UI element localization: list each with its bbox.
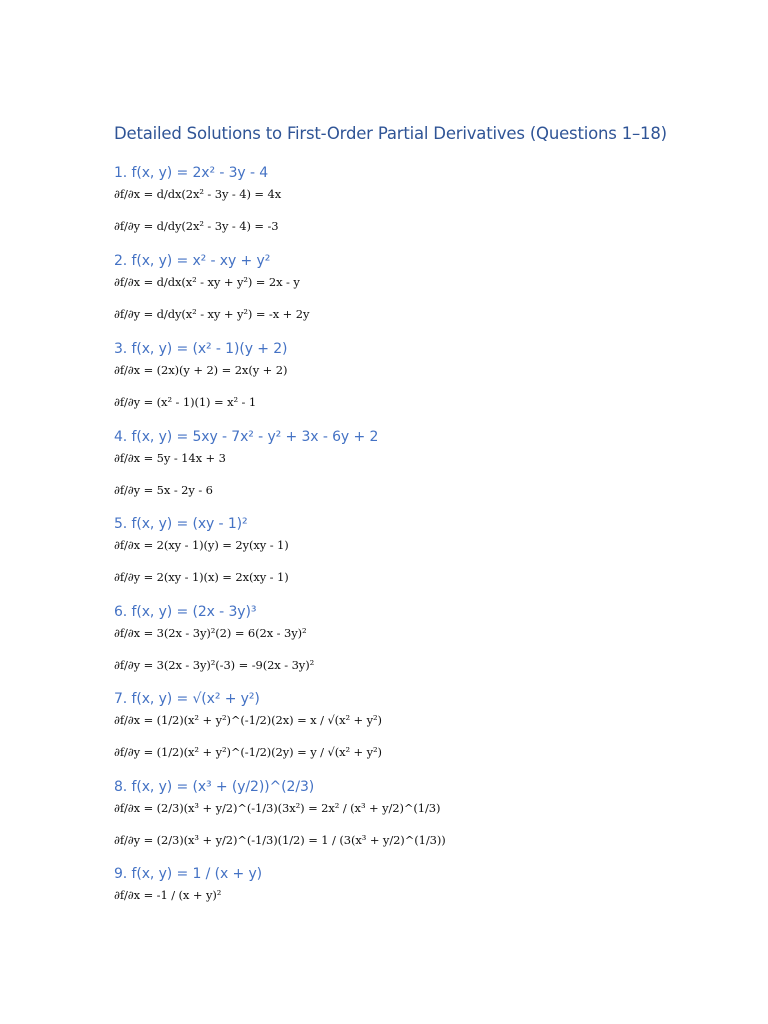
partial-x-solution: ∂f/∂x = -1 / (x + y)² [114,888,222,902]
problem-3 [114,340,287,409]
problem-9 [114,865,262,902]
partial-x-solution: ∂f/∂x = d/dx(x² - xy + y²) = 2x - y [114,275,300,289]
problem-heading: 9. f(x, y) = 1 / (x + y) [114,866,263,882]
problem-8 [114,778,446,847]
problem-7 [114,690,382,759]
document-title: Detailed Solutions to First-Order Partial Derivatives (Questions 1–18) [114,124,667,143]
problem-4 [114,428,378,497]
problem-heading: 6. f(x, y) = (2x - 3y)³ [114,604,257,620]
partial-y-solution: ∂f/∂y = d/dy(x² - xy + y²) = -x + 2y [114,307,310,321]
partial-x-solution: ∂f/∂x = (2x)(y + 2) = 2x(y + 2) [114,363,288,377]
partial-y-solution: ∂f/∂y = 5x - 2y - 6 [114,483,213,497]
problem-1 [114,164,281,233]
problem-heading: 8. f(x, y) = (x³ + (y/2))^(2/3) [114,779,315,795]
problem-heading: 4. f(x, y) = 5xy - 7x² - y² + 3x - 6y + 2 [114,429,379,445]
problem-heading: 1. f(x, y) = 2x² - 3y - 4 [114,165,269,181]
problem-heading: 5. f(x, y) = (xy - 1)² [114,516,248,532]
partial-y-solution: ∂f/∂y = 3(2x - 3y)²(-3) = -9(2x - 3y)² [114,658,315,672]
problem-6 [114,603,314,672]
partial-y-solution: ∂f/∂y = (1/2)(x² + y²)^(-1/2)(2y) = y / √(x² + y²) [114,745,382,759]
partial-y-solution: ∂f/∂y = (2/3)(x³ + y/2)^(-1/3)(1/2) = 1 / (3(x³ + y/2)^(1/3)) [114,833,446,847]
partial-x-solution: ∂f/∂x = (1/2)(x² + y²)^(-1/2)(2x) = x / √(x² + y²) [114,713,382,727]
partial-y-solution: ∂f/∂y = (x² - 1)(1) = x² - 1 [114,395,257,409]
problem-2 [114,252,309,321]
partial-y-solution: ∂f/∂y = d/dy(2x² - 3y - 4) = -3 [114,219,279,233]
problem-heading: 7. f(x, y) = √(x² + y²) [114,691,260,707]
partial-x-solution: ∂f/∂x = 2(xy - 1)(y) = 2y(xy - 1) [114,538,289,552]
partial-y-solution: ∂f/∂y = 2(xy - 1)(x) = 2x(xy - 1) [114,570,289,584]
partial-x-solution: ∂f/∂x = d/dx(2x² - 3y - 4) = 4x [114,187,282,201]
partial-x-solution: ∂f/∂x = 5y - 14x + 3 [114,451,226,465]
problem-heading: 3. f(x, y) = (x² - 1)(y + 2) [114,341,288,357]
partial-x-solution: ∂f/∂x = (2/3)(x³ + y/2)^(-1/3)(3x²) = 2x² / (x³ + y/2)^(1/3) [114,801,441,815]
problem-5 [114,515,289,584]
problem-heading: 2. f(x, y) = x² - xy + y² [114,253,271,269]
partial-x-solution: ∂f/∂x = 3(2x - 3y)²(2) = 6(2x - 3y)² [114,626,307,640]
